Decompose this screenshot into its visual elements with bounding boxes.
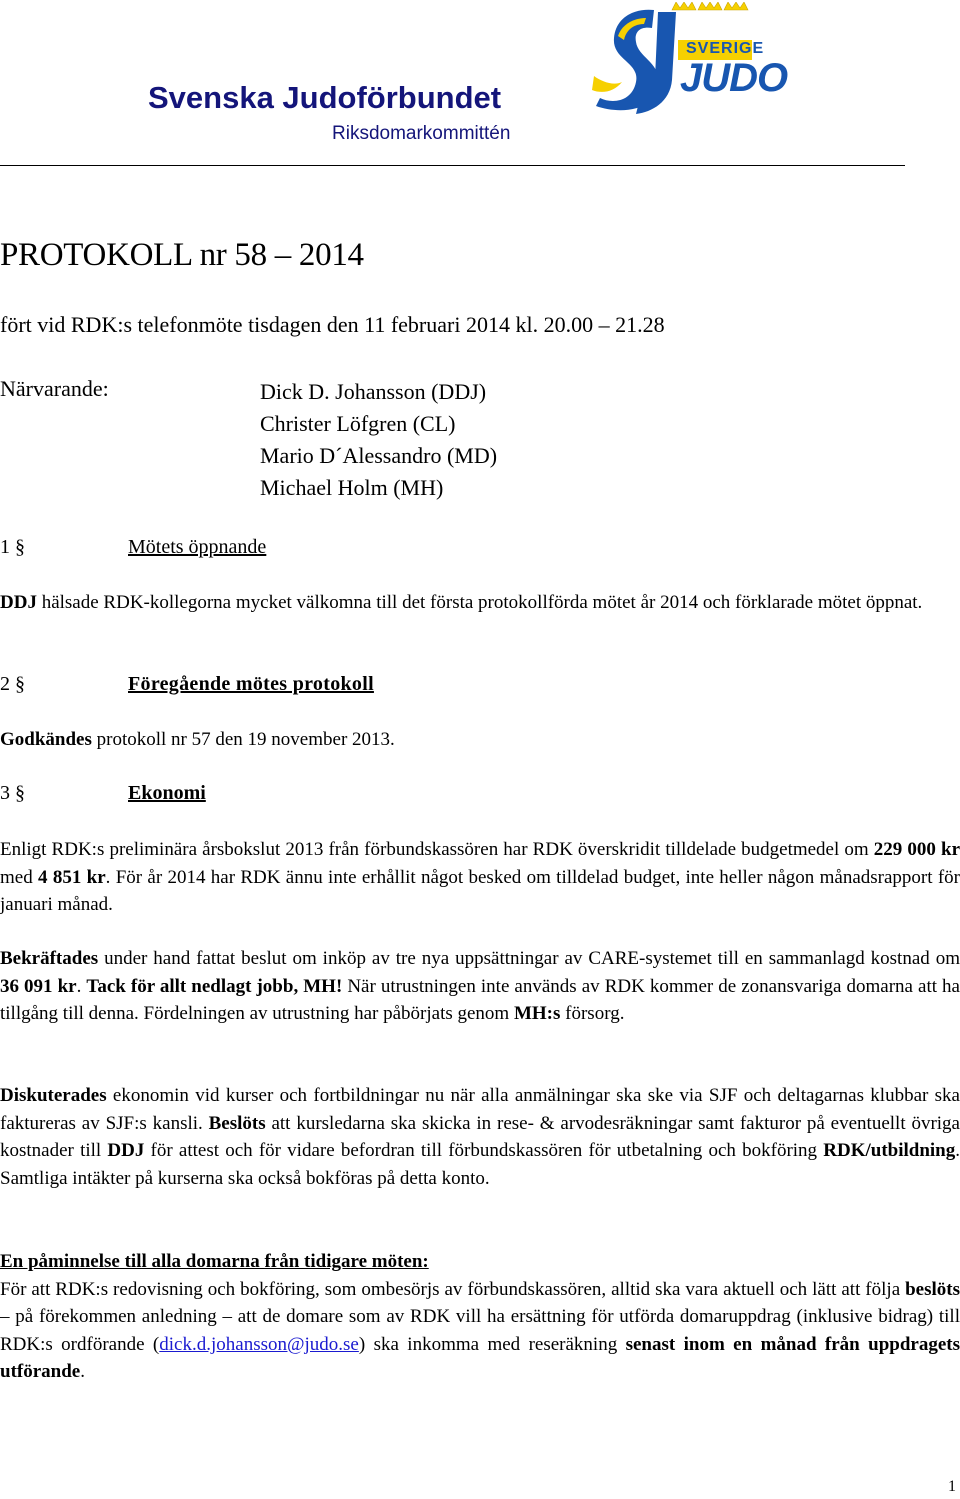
body-text: . Samtliga intäkter på kurserna ska också bokföras på detta konto.	[0, 1140, 960, 1189]
present-label: Närvarande:	[0, 376, 109, 401]
body-text: ) ska inkomma med reseräkning	[358, 1333, 626, 1355]
body-text: protokoll nr 57 den 19 november 2013.	[91, 729, 395, 750]
section-3-paragraph-budget	[0, 836, 960, 919]
section-1-body	[0, 589, 960, 617]
bold-text: MH:s	[513, 1003, 561, 1025]
body-text: under hand fattat beslut om inköp av tre nya uppsättningar av CARE-systemet till en sammanlagd kostnad om	[98, 948, 960, 969]
body-text: med	[0, 866, 39, 888]
bold-text: senast inom en månad från uppdragets utförande	[0, 1333, 960, 1383]
bold-text: RDK/utbildning	[823, 1140, 956, 1162]
section-2-body	[0, 726, 960, 754]
org-name: Svenska Judoförbundet	[148, 80, 502, 115]
logo-sverige-text: SVERIGE	[686, 40, 765, 57]
section-title: Mötets öppnande	[128, 536, 267, 558]
body-text: för attest och för vidare befordran till förbundskassören för utbetalning och bokföring	[144, 1140, 824, 1162]
section-number: 2 §	[0, 673, 25, 695]
bold-text: 4 851 kr	[38, 866, 106, 888]
bold-text: DDJ	[107, 1140, 145, 1162]
bold-text: Godkändes	[0, 729, 92, 750]
section-2-heading	[0, 673, 374, 696]
page-number: 1	[948, 1478, 956, 1495]
section-title: Ekonomi	[128, 782, 206, 804]
body-text: När utrustningen inte används av RDK kommer de zonansvariga domarna att ha tillgång till denna. Fördelningen av utrustning har påbörjats genom	[0, 975, 960, 1025]
header-divider	[0, 165, 905, 166]
bold-text: 36 091 kr	[0, 975, 77, 997]
reminder-heading: En påminnelse till alla domarna från tidigare möten:	[0, 1251, 429, 1272]
body-text: .	[76, 975, 87, 997]
bold-text: Beslöts	[208, 1112, 266, 1134]
bold-text: Diskuterades	[0, 1085, 107, 1106]
section-title: Föregående mötes protokoll	[128, 673, 374, 695]
present-list	[260, 376, 497, 504]
body-text: Enligt RDK:s preliminära årsbokslut 2013 från förbundskassören har RDK överskridit tilldelade budgetmedel om	[0, 839, 874, 860]
section-3-heading	[0, 782, 206, 805]
body-text: att kursledarna ska skicka in rese- & arvodesräkningar samt fakturor på eventuellt övriga kostnader till	[0, 1112, 960, 1162]
bold-text: DDJ	[0, 592, 37, 613]
section-number: 1 §	[0, 536, 25, 558]
body-text: .	[80, 1361, 85, 1383]
attendee: Dick D. Johansson (DDJ)	[260, 379, 487, 404]
bold-text: 229 000 kr	[873, 839, 960, 860]
section-3-paragraph-courses	[0, 1082, 960, 1192]
logo-judo-text: JUDO	[680, 56, 788, 100]
body-text: – på förekommen anledning – att de domare som av RDK vill ha ersättning för utförda domaruppdrag (inklusive bidrag) till RDK:s ordförande (	[0, 1306, 960, 1355]
body-text: För att RDK:s redovisning och bokföring, som ombesörjs av förbundskassören, alltid ska vara aktuell och lätt att följa	[0, 1278, 906, 1300]
document-title: PROTOKOLL nr 58 – 2014	[0, 237, 364, 273]
attendee: Michael Holm (MH)	[260, 475, 444, 500]
committee-name: Riksdomarkommittén	[332, 123, 511, 144]
attendee: Christer Löfgren (CL)	[260, 411, 456, 436]
body-text: ekonomin vid kurser och fortbildningar nu när alla anmälningar ska ske via SJF och deltagarnas klubbar ska faktureras av SJF:s kansli.	[0, 1085, 960, 1134]
section-1-heading	[0, 536, 266, 559]
bold-text: beslöts	[905, 1278, 960, 1300]
attendee: Mario D´Alessandro (MD)	[260, 443, 498, 468]
bold-text: Tack för allt nedlagt jobb, MH!	[86, 975, 343, 997]
section-3-paragraph-care	[0, 945, 960, 1028]
section-number: 3 §	[0, 782, 25, 804]
section-3-paragraph-reminder	[0, 1248, 960, 1386]
body-text: . För år 2014 har RDK ännu inte erhållit något besked om tilldelad budget, inte heller någon månadsrapport för januari månad.	[0, 866, 960, 916]
body-text: försorg.	[560, 1003, 625, 1025]
sverige-judo-logo	[592, 2, 788, 117]
bold-text: Bekräftades	[0, 948, 99, 969]
meeting-info: fört vid RDK:s telefonmöte tisdagen den 11 februari 2014 kl. 20.00 – 21.28	[0, 312, 665, 337]
body-text: hälsade RDK-kollegorna mycket välkomna till det första protokollförda mötet år 2014 och förklarade mötet öppnat.	[36, 592, 923, 613]
email-link[interactable]: dick.d.johansson@judo.se	[159, 1333, 359, 1355]
